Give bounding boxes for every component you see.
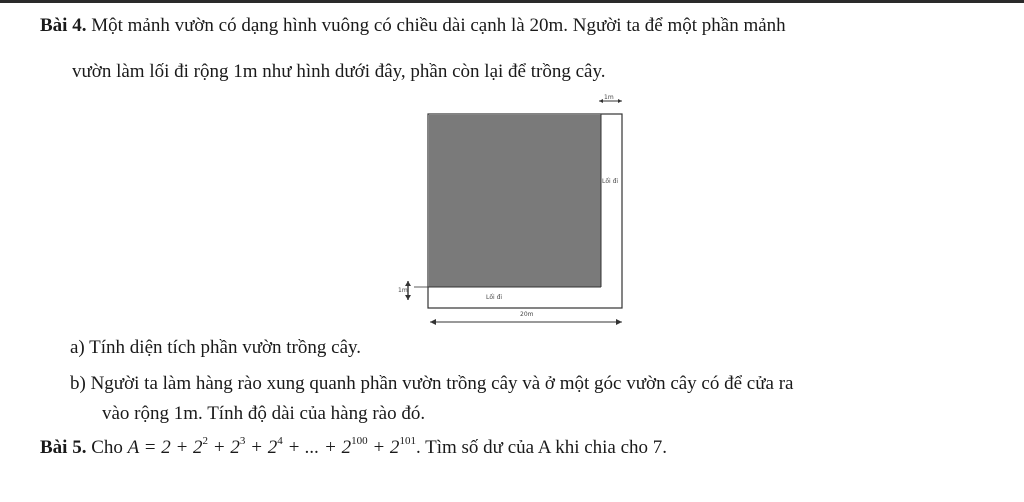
bottom-arrow-head-left: [430, 319, 436, 325]
left-arrow-head-top: [405, 281, 411, 286]
exp-4: 4: [277, 435, 283, 447]
formula-term4: + 2: [245, 437, 278, 458]
bai4-text-line1: Một mảnh vườn có dạng hình vuông có chiều dài cạnh là 20m. Người ta để một phần mảnh: [91, 15, 786, 36]
top-arrow-head-left: [599, 99, 603, 103]
exp-101: 101: [399, 435, 416, 447]
bottom-path-label: Lối đi: [486, 294, 503, 301]
planting-area: [429, 115, 601, 287]
formula-term6: + 2: [367, 437, 400, 458]
formula-lhs: A = 2 + 2: [127, 437, 203, 458]
side-length-label: 20m: [520, 311, 534, 318]
garden-figure: [390, 92, 640, 332]
left-arrow-head-bottom: [405, 295, 411, 300]
exp-100: 100: [351, 435, 368, 447]
right-path-label: Lối đi: [602, 178, 619, 185]
question-b-line2: vào rộng 1m. Tính độ dài của hàng rào đó.: [102, 403, 426, 424]
exp-3: 3: [239, 435, 246, 447]
top-arrow-head-right: [618, 99, 622, 103]
bai5-cho: Cho: [91, 437, 123, 458]
bai4-label: Bài 4.: [40, 15, 87, 36]
bai4-text-line2: vườn làm lối đi rộng 1m như hình dưới đây, phần còn lại để trồng cây.: [72, 61, 606, 82]
bai4-line1: [40, 14, 786, 38]
bottom-arrow-head-right: [616, 319, 622, 325]
bai5-label: Bài 5.: [40, 437, 87, 458]
question-a: a) Tính diện tích phần vườn trồng cây.: [70, 337, 362, 358]
left-width-label: 1m: [398, 287, 408, 294]
bai5-line: [40, 436, 667, 460]
garden-diagram: [390, 92, 640, 332]
bai5-formula: [128, 437, 416, 458]
formula-term3: + 2: [208, 437, 240, 458]
top-border: [0, 0, 1024, 3]
top-width-label: 1m: [604, 94, 614, 101]
exp-2: 2: [202, 435, 209, 447]
formula-term5: + ... + 2: [282, 437, 352, 458]
bai5-tail: . Tìm số dư của A khi chia cho 7.: [415, 437, 668, 458]
question-b-line1: b) Người ta làm hàng rào xung quanh phần vườn trồng cây và ở một góc vườn cây có để cửa ra: [70, 373, 794, 394]
